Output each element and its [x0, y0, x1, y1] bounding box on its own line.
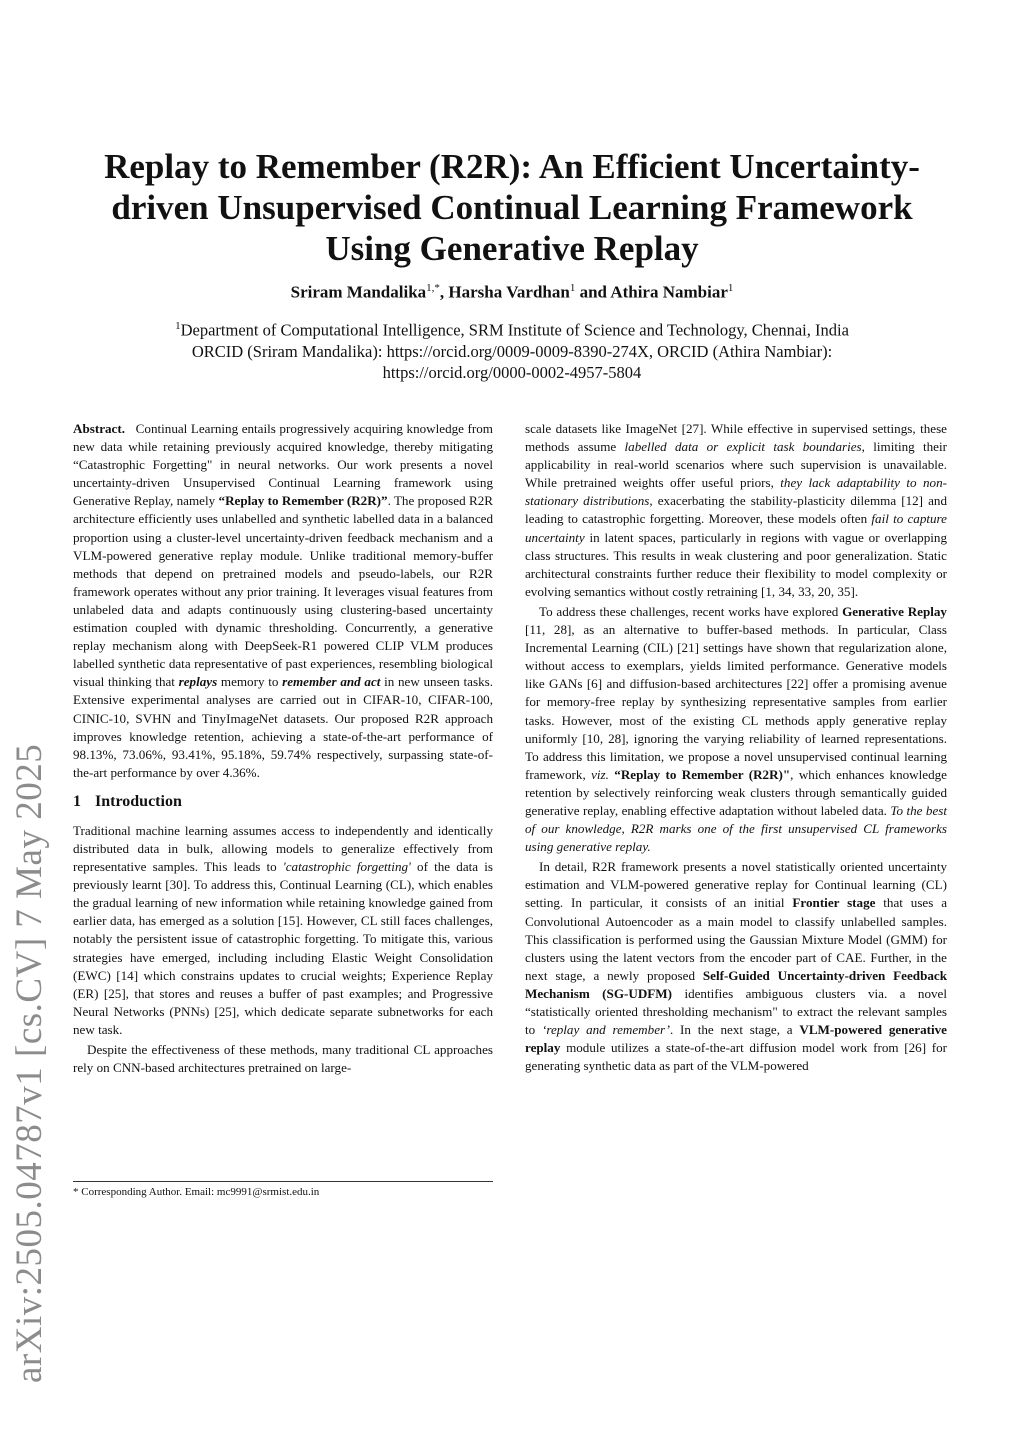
paper-title: Replay to Remember (R2R): An Efficient Uncertainty-driven Unsupervised Continual Learning Framework Using Generative Replay — [104, 147, 920, 268]
author-affiliation-mark: 1 — [569, 282, 576, 294]
abstract-emphasis: remember and act — [282, 674, 381, 690]
body-italic: To the best of our knowledge, R2R marks one of the first unsupervised CL frameworks using generative replay. — [525, 802, 947, 855]
footnote: * Corresponding Author. Email: mc9991@srmist.edu.in — [73, 1186, 320, 1198]
body-bold: Self-Guided Uncertainty-driven Feedback Mechanism (SG-UDFM) — [525, 967, 947, 1001]
left-column — [73, 420, 493, 1077]
body-bold: “Replay to Remember (R2R)" — [614, 766, 791, 782]
author-name: Sriram Mandalika — [290, 282, 427, 302]
author-separator: and — [575, 282, 611, 302]
abstract-text: in new unseen tasks. Extensive experimental analyses are carried out in CIFAR-10, CIFAR-100, CINIC-10, SVHN and TinyImageNet datasets. Our proposed R2R approach improves knowledge retention, achieving a state-of-the-art performance of 98.13%, 73.06%, 93.41%, 95.18%, 59.74% respectively, surpassing state-of-the-art performance by over 4.36%. — [73, 674, 493, 780]
arxiv-identifier-stamp: arXiv:2505.04787v1 [cs.CV] 7 May 2025 — [9, 743, 50, 1383]
abstract-emphasis: “Replay to Remember (R2R)” — [218, 493, 388, 509]
body-paragraph — [525, 420, 947, 601]
body-paragraph: Despite the effectiveness of these methods, many traditional CL approaches rely on CNN-based architectures pretrained on large- — [73, 1042, 493, 1076]
author-name: Harsha Vardhan — [448, 282, 570, 302]
body-text: [11, 28], as an alternative to buffer-based methods. In particular, Class Incremental Learning (CIL) [21] settings have shown that regularization alone, without access to exemplars, yields limited performance. Generative models like GANs [6] and diffusion-based architectures [22] offer a promising avenue for memory-free replay by synthesizing representative samples from earlier tasks. However, most of the existing CL methods apply generative replay uniformly [10, 28], ignoring the varying reliability of learned representations. To address this limitation, we propose a novel unsupervised continual learning framework, — [525, 622, 947, 782]
body-text: To address these challenges, recent works have explored — [539, 603, 843, 619]
body-paragraph — [525, 603, 947, 856]
body-bold: VLM-powered generative replay — [525, 1022, 947, 1056]
body-italic: fail to capture uncertainty — [525, 511, 947, 545]
abstract-paragraph — [73, 420, 493, 782]
body-text: , exacerbating the stability-plasticity dilemma [12] and leading to catastrophic forgetting. Moreover, these models often — [525, 493, 947, 527]
abstract-emphasis: replays — [178, 674, 218, 690]
author-affiliation-mark: 1,* — [426, 282, 440, 294]
body-text: scale datasets like ImageNet [27]. While effective in supervised settings, these methods assume — [525, 421, 947, 455]
abstract-text: Continual Learning entails progressively acquiring knowledge from new data while retaining previously acquired knowledge, thereby mitigating “Catastrophic Forgetting" in neural networks. Our work presents a novel uncertainty-driven Unsupervised Continual Learning framework using Generative Replay, namely — [73, 421, 493, 509]
section-title: Introduction — [95, 792, 182, 810]
body-text: of the data is previously learnt [30]. To address this, Continual Learning (CL), which enables the gradual learning of new information while retaining knowledge gained from earlier data, has emerged as a solution [15]. However, CL still faces challenges, notably the persistent issue of catastrophic forgetting. To mitigate this, various strategies have emerged, including including Elastic Weight Consolidation (EWC) [14] which constrains updates to crucial weights; Experience Replay (ER) [25], that stores and reuses a buffer of past examples; and Progressive Neural Networks (PNNs) [25], which dedicate separate subnetworks for each new task. — [73, 859, 494, 1037]
author-separator: , — [439, 282, 449, 302]
section-number: 1 — [73, 792, 81, 810]
author-list — [90, 277, 934, 304]
abstract-label: Abstract. — [73, 421, 125, 436]
body-paragraph — [73, 822, 493, 1039]
abstract-text: . The proposed R2R architecture efficiently uses unlabelled and synthetic labelled data in a balanced proportion using a cluster-level uncertainty-driven feedback mechanism and a VLM-powered generative replay module. Unlike traditional memory-buffer methods that depend on pretrained models and pseudo-labels, our R2R framework operates without any prior training. It leverages visual features from unlabeled data and adapts continuously using clustering-based uncertainty estimation coupled with dynamic thresholding. Concurrently, a generative replay mechanism along with DeepSeek-R1 powered CLIP VLM produces labelled synthetic data representative of past experiences, resembling biological visual thinking that — [73, 493, 493, 690]
affiliation-mark: 1 — [175, 320, 181, 332]
body-italic: viz. — [591, 766, 609, 782]
body-italic: they lack adaptability to non-stationary distributions — [525, 475, 947, 509]
body-bold: Frontier stage — [792, 895, 876, 911]
body-text: that uses a Convolutional Autoencoder as a main model to classify unlabelled samples. This classification is performed using the Gaussian Mixture Model (GMM) for clusters using the latent vectors from the encoder part of CAE. Further, in the next stage, a newly proposed — [525, 895, 947, 983]
body-italic: ‘replay and remember’ — [541, 1022, 670, 1038]
body-text: . In the next stage, a — [669, 1022, 800, 1038]
section-heading-introduction — [73, 792, 493, 812]
body-paragraph — [525, 858, 947, 1075]
orcid-line: https://orcid.org/0000-0002-4957-5804 — [382, 362, 642, 382]
body-italic: labelled data or explicit task boundaries — [624, 439, 862, 455]
author-name: Athira Nambiar — [610, 282, 728, 302]
body-text: identifies ambiguous clusters via. a novel “statistically oriented thresholding mechanism" to extract the relevant samples to — [525, 985, 948, 1038]
abstract-text: memory to — [217, 674, 283, 690]
right-column — [525, 420, 947, 1075]
affiliation-line — [90, 316, 934, 341]
affiliation-text: Department of Computational Intelligence, SRM Institute of Science and Technology, Chennai, India — [180, 320, 849, 340]
author-affiliation-mark: 1 — [727, 282, 734, 294]
orcid-line: ORCID (Sriram Mandalika): https://orcid.org/0009-0009-8390-274X, ORCID (Athira Nambiar): — [191, 341, 833, 361]
body-text: , limiting their applicability in real-world scenarios where such supervision is unavailable. While pretrained weights offer useful priors, — [525, 439, 947, 491]
body-text: module utilizes a state-of-the-art diffusion model work from [26] for generating synthetic data as part of the VLM-powered — [525, 1040, 947, 1074]
body-bold: Generative Replay — [842, 603, 947, 619]
body-text: in latent spaces, particularly in regions with vague or overlapping class structures. This results in weak clustering and poor generalization. Static architectural constraints further reduce their flexibility to model complexity or evolving semantics without costly retraining [1, 34, 33, 20, 35]. — [525, 529, 947, 599]
affiliation-block — [90, 316, 934, 383]
body-text: Traditional machine learning assumes access to independently and identically distributed data in bulk, allowing models to generalize effectively from representative samples. This leads to — [73, 822, 493, 875]
body-text: In detail, R2R framework presents a novel statistically oriented uncertainty estimation and VLM-powered generative replay for Continual learning (CL) setting. In particular, it consists of an initial — [525, 859, 947, 911]
body-italic: 'catastrophic forgetting' — [282, 859, 411, 875]
footnote-divider — [73, 1181, 493, 1182]
body-text: , which enhances knowledge retention by selectively reinforcing weak clusters through semantically guided generative replay, enabling effective adaptation without labeled data. — [525, 766, 947, 818]
